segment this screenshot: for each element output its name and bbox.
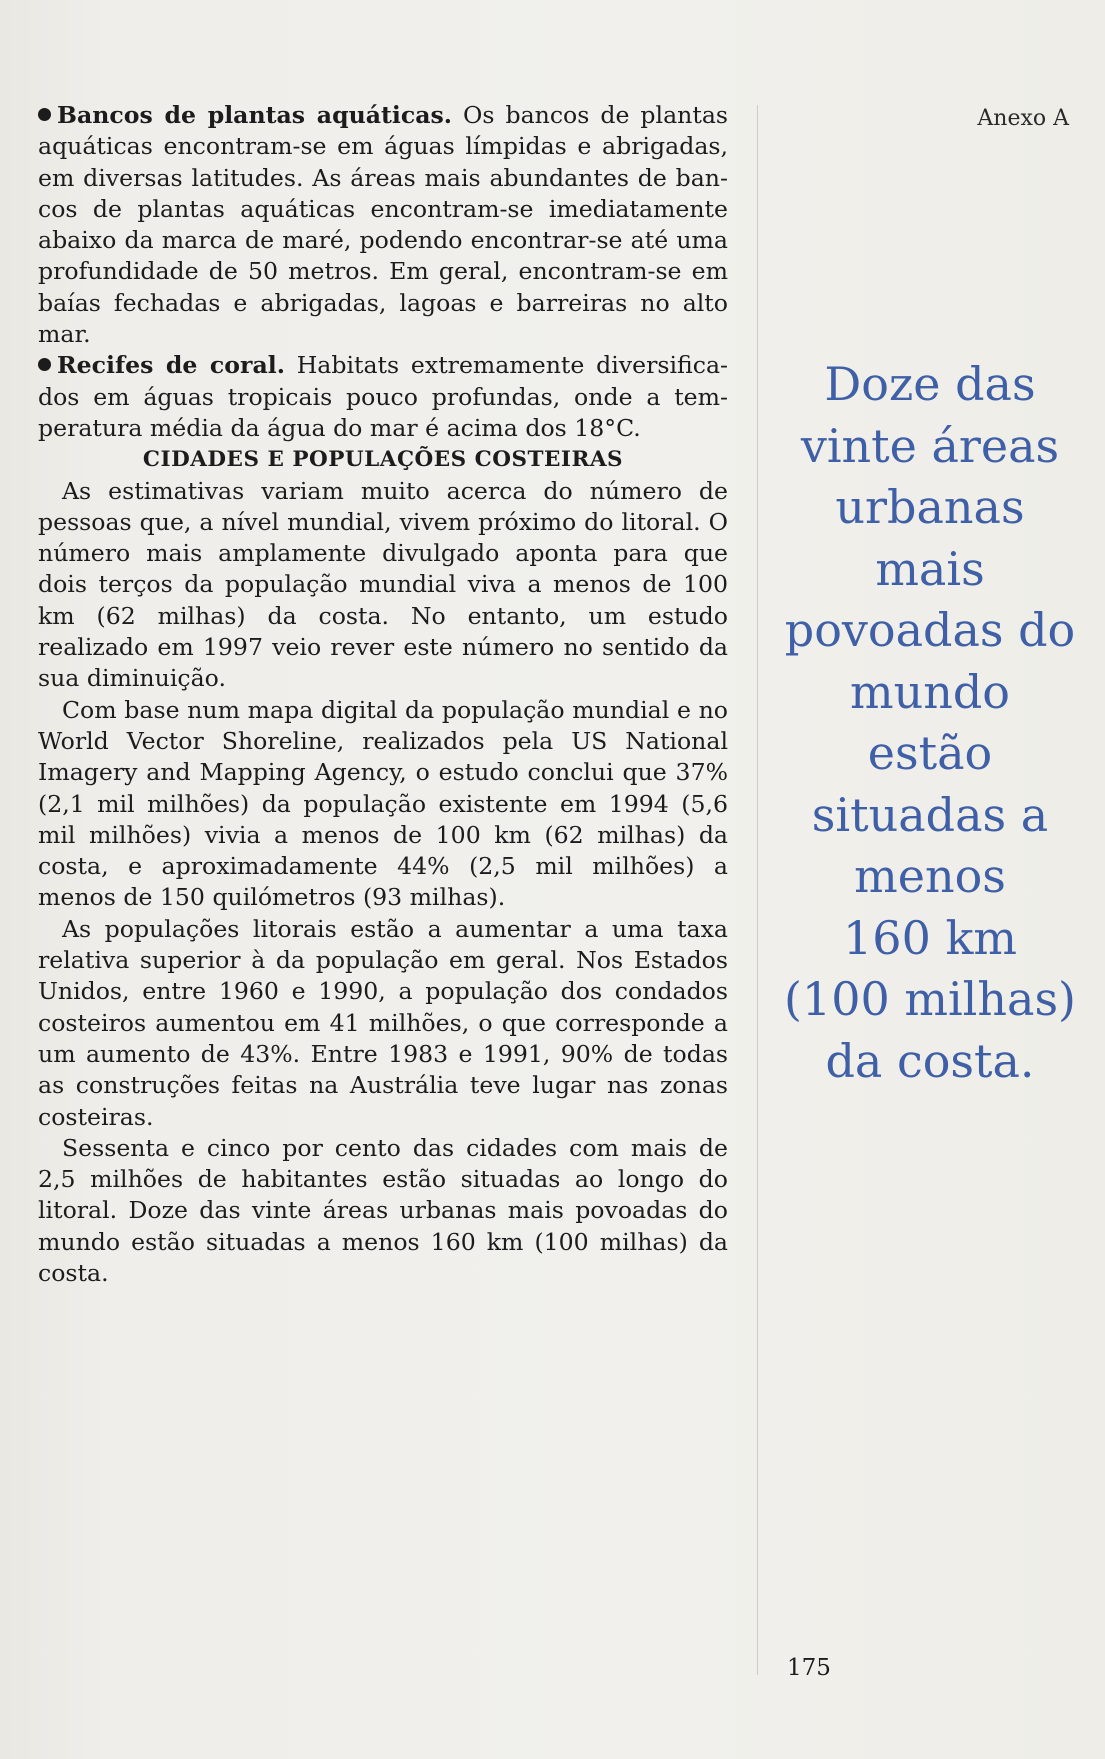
bullet-term: Recifes de coral. — [57, 351, 285, 380]
pull-quote-line: povoadas do — [784, 603, 1076, 657]
running-head: Anexo A — [977, 106, 1069, 131]
column-divider — [757, 105, 758, 1675]
bullet-text: Os bancos de plantas aquáticas encontram-se em águas límpidas e abrigadas, em diversas latitudes. As áreas mais abundantes de bancos de plantas aquáticas encontram-se imediatamente abaixo da marca de maré, podendo encontrar-se até uma profundidade de 50 metros. Em geral, encontram-se em baías fechadas e abrigadas, lagoas e barreiras no alto mar. — [38, 101, 728, 349]
body-paragraph: As estimativas variam muito acerca do número de pessoas que, a nível mundial, vivem próximo do litoral. O número mais amplamente divulgado aponta para que dois terços da população mundial viva a menos de 100 km (62 milhas) da costa. No entanto, um estudo realizado em 1997 veio rever este número no sentido da sua diminuição. — [38, 476, 728, 693]
body-paragraph: Com base num mapa digital da população mundial e no World Vector Shoreline, realizados pela US National Imagery and Mapping Agency, o estudo conclui que 37% (2,1 mil milhões) da população existente em 1994 (5,6 mil milhões) vivia a menos de 100 km (62 milhas) da costa, e aproximadamente 44% (2,5 mil milhões) a menos de 150 quilómetros (93 milhas). — [38, 695, 728, 912]
pull-quote-line: Doze das — [824, 357, 1036, 411]
pull-quote-line: mundo — [849, 664, 1010, 719]
bullet-dot-icon — [38, 358, 51, 371]
pull-quote-line: 160 km — [843, 910, 1017, 965]
pull-quote-line: vinte áreas — [800, 418, 1060, 473]
body-paragraph: Sessenta e cinco por cento das cidades com mais de 2,5 milhões de habitantes estão situadas ao longo do litoral. Doze das vinte áreas urbanas mais povoadas do mundo estão situadas a menos 160 km (100 milhas) da costa. — [38, 1133, 728, 1287]
pull-quote-line: mais — [875, 541, 985, 596]
section-heading: CIDADES E POPULAÇÕES COSTEIRAS — [142, 447, 624, 473]
main-column — [38, 100, 728, 1289]
pull-quote-line: estão — [867, 726, 993, 780]
pull-quote-line: menos — [854, 849, 1006, 903]
pull-quote-line: da costa. — [825, 1033, 1035, 1088]
bullet-term: Bancos de plantas aquáticas. — [57, 101, 453, 129]
bullet-text: Habitats extremamente diversificados em águas tropicais pouco profundas, onde a temperatura média da água do mar é acima dos 18°C. — [38, 351, 729, 442]
pull-quote-line: (100 milhas) — [783, 972, 1076, 1026]
bullet-item-coral-reefs — [38, 350, 728, 444]
pull-quote-line: situadas a — [811, 787, 1049, 842]
page-number: 175 — [787, 1655, 831, 1681]
bullet-dot-icon — [38, 108, 51, 121]
body-paragraph: As populações litorais estão a aumentar a uma taxa relativa superior à da população em geral. Nos Estados Unidos, entre 1960 e 1990, a população dos condados costeiros aumentou em 41 milhões, o que corresponde a um aumento de 43%. Entre 1983 e 1991, 90% de todas as construções feitas na Austrália teve lugar nas zonas costeiras. — [38, 914, 728, 1131]
pull-quote-line: urbanas — [835, 480, 1025, 534]
bullet-item-seagrass — [38, 100, 728, 350]
pull-quote — [770, 354, 1090, 1092]
